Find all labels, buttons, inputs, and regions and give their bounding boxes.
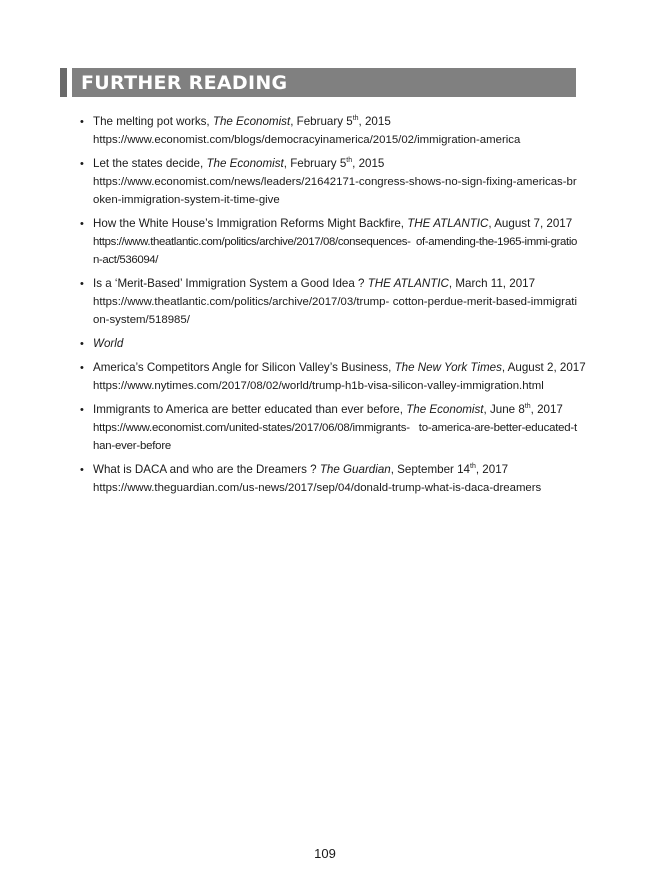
article-url[interactable]: https://www.theatlantic.com/politics/archive/2017/08/consequences- of-amending-the-1965-immi-gration-act/536094/	[93, 236, 577, 266]
article-url[interactable]: https://www.economist.com/blogs/democracyinamerica/2015/02/immigration-america	[93, 134, 521, 146]
date-suffix: th	[470, 463, 476, 470]
reading-entry	[80, 215, 577, 269]
header-accent-gap	[67, 68, 72, 97]
bullet-icon: •	[80, 404, 84, 416]
reading-entry	[80, 155, 577, 209]
article-url[interactable]: https://www.theatlantic.com/politics/archive/2017/03/trump- cotton-perdue-merit-based-immigration-system/518985/	[93, 296, 577, 326]
article-title: Is a ‘Merit-Based’ Immigration System a Good Idea ?	[93, 277, 368, 290]
further-reading-list	[80, 113, 586, 503]
entry-title-line	[93, 155, 577, 173]
section-title: FURTHER READING	[81, 72, 288, 94]
bullet-icon: •	[80, 158, 84, 170]
entry-title-line	[93, 113, 577, 131]
publication-name: The Economist	[212, 115, 291, 128]
article-title: Immigrants to America are better educated than ever before,	[93, 403, 407, 416]
publication-name: THE ATLANTIC	[407, 217, 489, 230]
publication-name: The New York Times	[394, 361, 502, 374]
publication-name: The Economist	[406, 403, 484, 416]
article-date: , February 5	[290, 115, 353, 128]
page-number: 109	[314, 846, 336, 861]
article-year: , 2015	[352, 157, 385, 170]
article-url[interactable]: https://www.nytimes.com/2017/08/02/world/trump-h1b-visa-silicon-valley-immigration.html	[93, 380, 544, 392]
publication-name: THE ATLANTIC	[367, 277, 449, 290]
bullet-icon: •	[80, 218, 84, 230]
bullet-icon: •	[80, 362, 84, 374]
bullet-icon: •	[80, 338, 84, 350]
date-suffix: th	[346, 157, 353, 164]
article-date: , June 8	[483, 403, 525, 416]
publication-name: The Economist	[206, 157, 284, 170]
article-url[interactable]: https://www.theguardian.com/us-news/2017/sep/04/donald-trump-what-is-daca-dreamers	[93, 482, 542, 494]
entry-title-line	[93, 275, 577, 293]
article-year: , 2017	[475, 463, 509, 476]
article-url[interactable]: https://www.economist.com/united-states/2017/06/08/immigrants- to-america-are-better-educated-than-ever-before	[93, 422, 577, 452]
reading-entry	[80, 335, 577, 353]
article-url[interactable]: https://www.economist.com/news/leaders/21642171-congress-shows-no-sign-fixing-americas-broken-immigration-system-it-time-give	[93, 176, 577, 206]
entry-title-line	[93, 215, 577, 233]
reading-entry	[80, 113, 577, 149]
article-date: , August 2, 2017	[501, 361, 586, 374]
header-accent-stripe	[60, 68, 67, 97]
entry-title-line	[93, 359, 586, 377]
bullet-icon: •	[80, 464, 84, 476]
article-year: , 2017	[530, 403, 563, 416]
reading-entry	[80, 401, 577, 455]
article-year: , 2015	[358, 115, 391, 128]
publication-name: The Guardian	[319, 463, 391, 476]
bullet-icon: •	[80, 116, 84, 128]
article-title: Let the states decide,	[93, 157, 207, 170]
reading-entry	[80, 359, 586, 395]
bullet-icon: •	[80, 278, 84, 290]
date-suffix: th	[352, 115, 359, 122]
entry-title-line	[93, 461, 577, 479]
article-date: , March 11, 2017	[448, 277, 536, 290]
reading-entry	[80, 275, 577, 329]
entry-title-line	[93, 401, 577, 419]
reading-entry	[80, 461, 577, 497]
article-date: , September 14	[390, 463, 471, 476]
section-header-bar	[60, 68, 576, 97]
article-title: How the White House’s Immigration Reforms Might Backfire,	[93, 217, 408, 230]
world-label: World	[93, 337, 124, 350]
article-title: What is DACA and who are the Dreamers ?	[93, 463, 320, 476]
article-title: America’s Competitors Angle for Silicon Valley’s Business,	[93, 361, 395, 374]
article-date: , August 7, 2017	[488, 217, 573, 230]
date-suffix: th	[524, 403, 531, 410]
article-date: , February 5	[283, 157, 347, 170]
article-title: The melting pot works,	[93, 115, 213, 128]
